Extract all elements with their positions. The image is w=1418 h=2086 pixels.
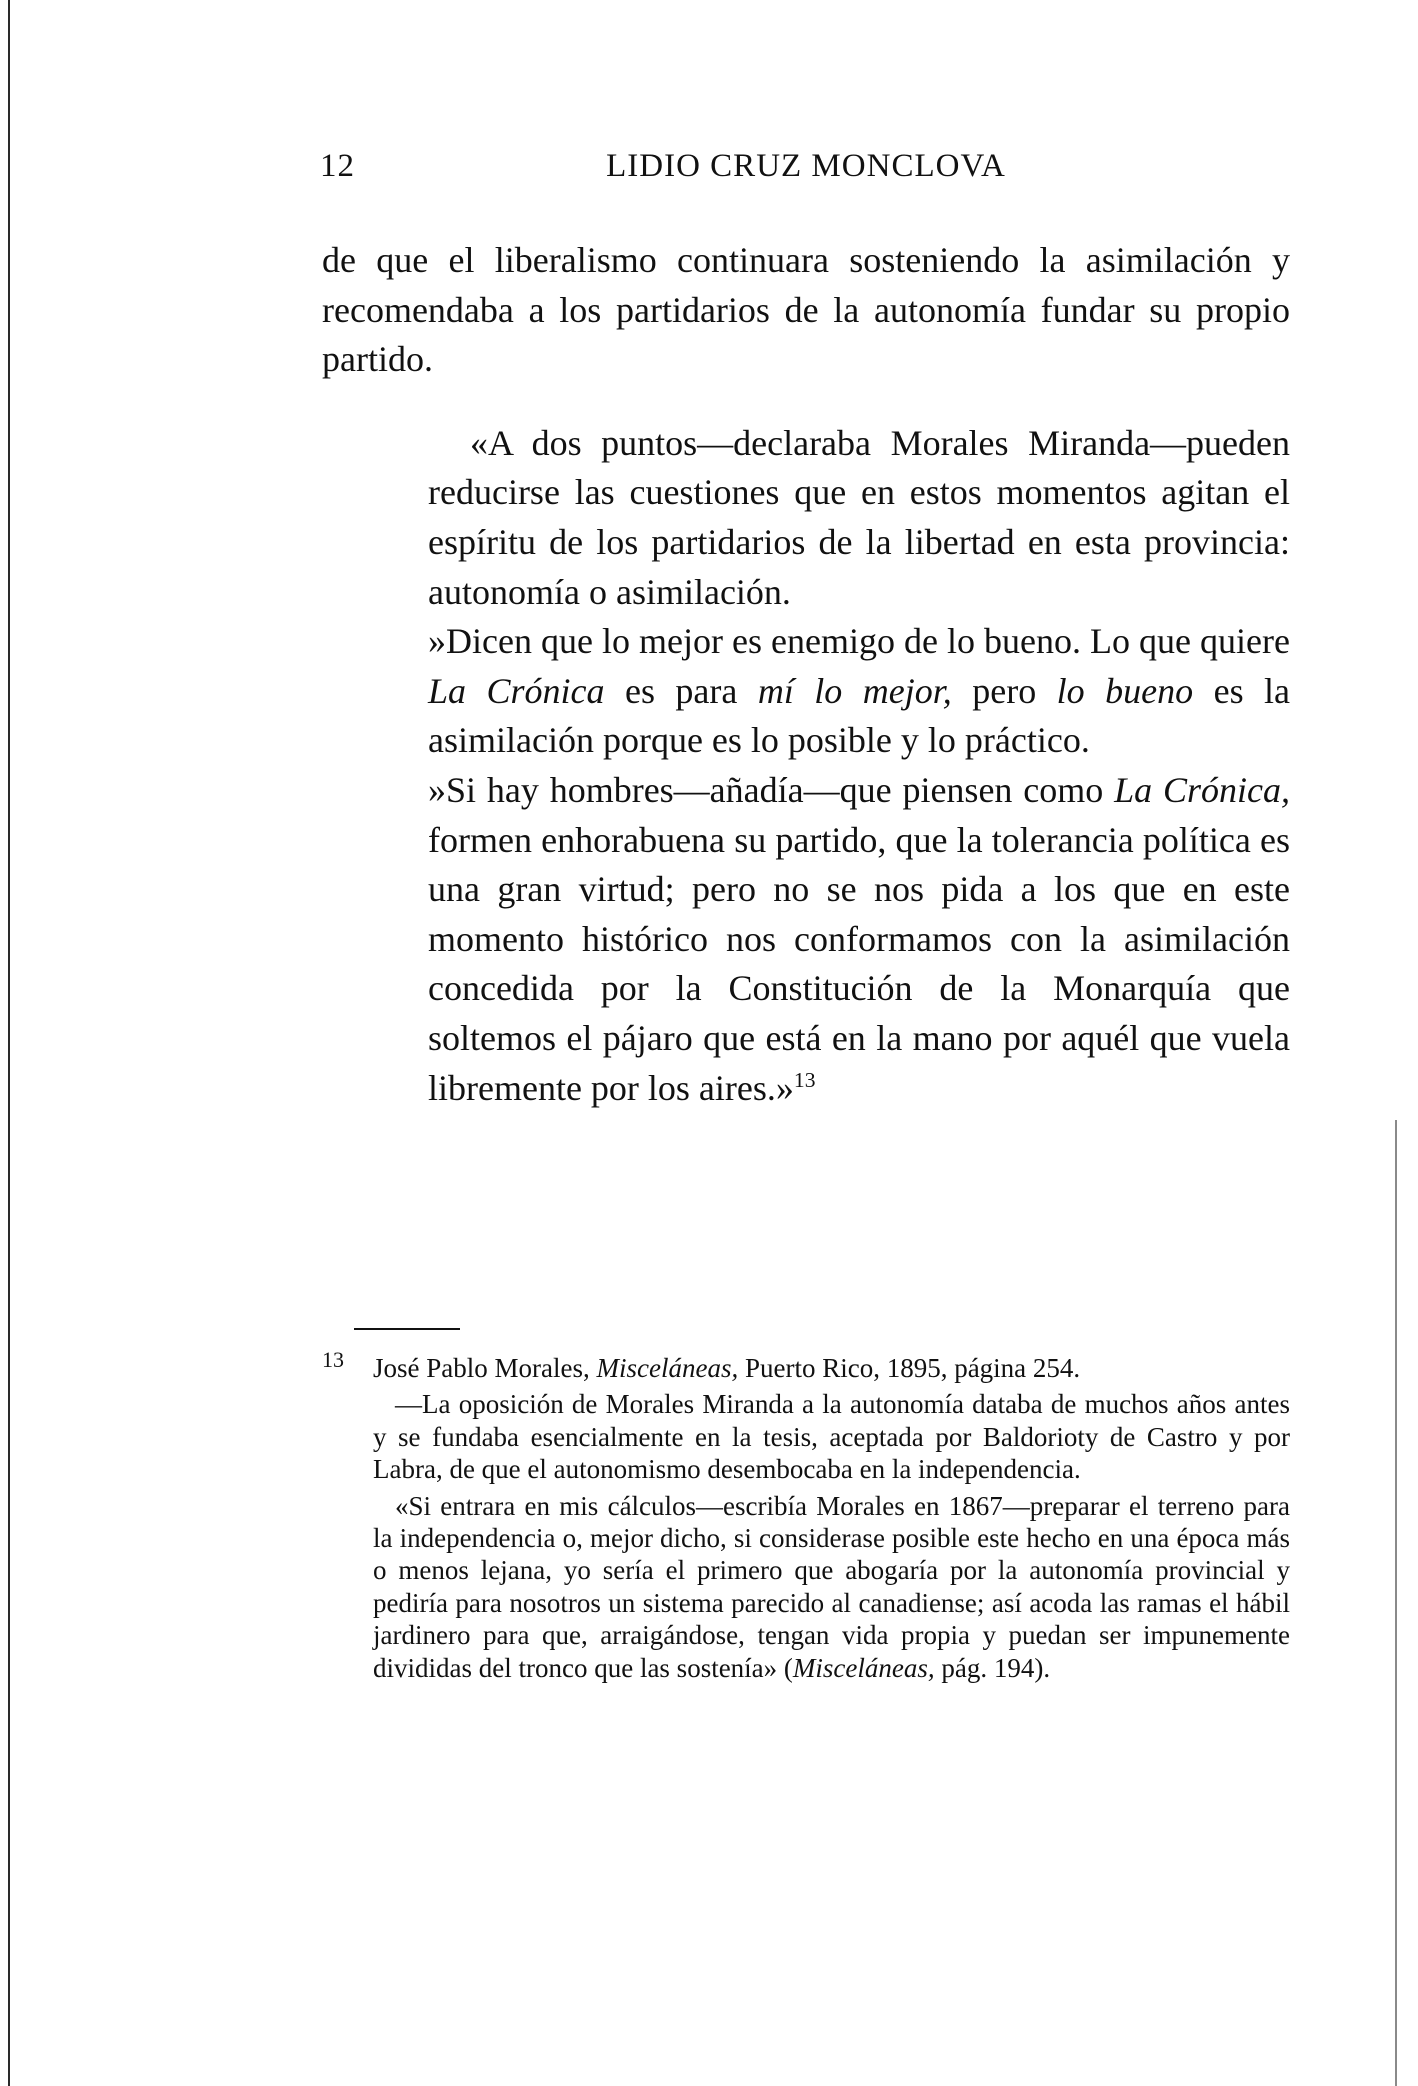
quote-paragraph-1: «A dos puntos—declaraba Morales Miranda—pueden reducirse las cuestiones que en estos momentos agitan el espíritu de los partidarios de la libertad en esta provincia: autonomía o asimilación. — [428, 422, 1290, 612]
footnote-paragraph-3 — [322, 1490, 1290, 1684]
footnote-paragraph-2: —La oposición de Morales Miranda a la autonomía databa de muchos años antes y se fundaba esencialmente en la tesis, aceptada por Baldorioty de Castro y por Labra, de que el autonomismo desembocaba en la independencia. — [373, 1389, 1290, 1485]
footnote-separator-rule — [354, 1328, 460, 1330]
page-number: 12 — [320, 148, 355, 184]
footnotes — [322, 1347, 1290, 1684]
quote-2-text-c: es para — [604, 670, 758, 711]
footnote-reference[interactable]: 13 — [793, 1067, 816, 1092]
quote-2-italic-b: La Crónica — [428, 670, 605, 711]
quote-2-italic-d: mí lo mejor, — [757, 670, 952, 711]
quote-2-text-a: »Dicen que lo mejor es enemigo de lo bueno. Lo que quiere — [428, 621, 1290, 662]
quote-2-italic-f: lo bueno — [1056, 670, 1194, 711]
footnote-1-text-a: José Pablo Morales, — [373, 1353, 597, 1383]
quote-3-text-c: formen enhorabuena su partido, que la tolerancia política es una gran virtud; pero no se nos pida a los que en este momento histórico nos conformamos con la asimilación concedida por la Constitución de la Monarquía que soltemos el pájaro que está en la mano por aquél que vuela libremente por los aires.» — [428, 819, 1290, 1108]
footnote-3-text-a: «Si entrara en mis cálculos—escribía Morales en 1867—preparar el terreno para la independencia o, mejor dicho, si considerase posible este hecho en una época más o menos lejana, yo sería el primero que abogaría por la autonomía provincial y pediría para nosotros un sistema parecido al canadiense; así acoda las ramas el hábil jardinero para que, arraigándose, tengan vida propia y puedan ser impunemente divididas del tronco que las sostenía» ( — [373, 1490, 1290, 1683]
quote-2-text-g: es la asimilación porque es lo posible y lo práctico. — [428, 670, 1291, 761]
quote-paragraph-3 — [428, 766, 1290, 1113]
block-quote — [428, 419, 1290, 1113]
running-head-title: LIDIO CRUZ MONCLOVA — [606, 148, 1006, 184]
footnote-1-text-c: Puerto Rico, 1895, página 254. — [738, 1353, 1081, 1383]
footnote-13 — [322, 1347, 1290, 1384]
quote-2-text-e: pero — [951, 670, 1057, 711]
quote-3-italic-b: La Crónica, — [1114, 769, 1290, 810]
quote-paragraph-2 — [428, 617, 1290, 766]
footnote-1-italic-b: Misceláneas, — [596, 1353, 739, 1383]
intro-paragraph: de que el liberalismo continuara sosteniendo la asimilación y recomendaba a los partidarios de la autonomía fundar su propio partido. — [322, 240, 1290, 380]
footnote-3-italic-b: Misceláneas, — [792, 1652, 935, 1683]
main-text — [322, 236, 1290, 1113]
quote-3-text-a: »Si hay hombres—añadía—que piensen como — [428, 769, 1115, 810]
running-head — [320, 148, 1292, 198]
footnote-number: 13 — [322, 1347, 344, 1372]
footnote-3-text-c: pág. 194). — [934, 1652, 1051, 1683]
